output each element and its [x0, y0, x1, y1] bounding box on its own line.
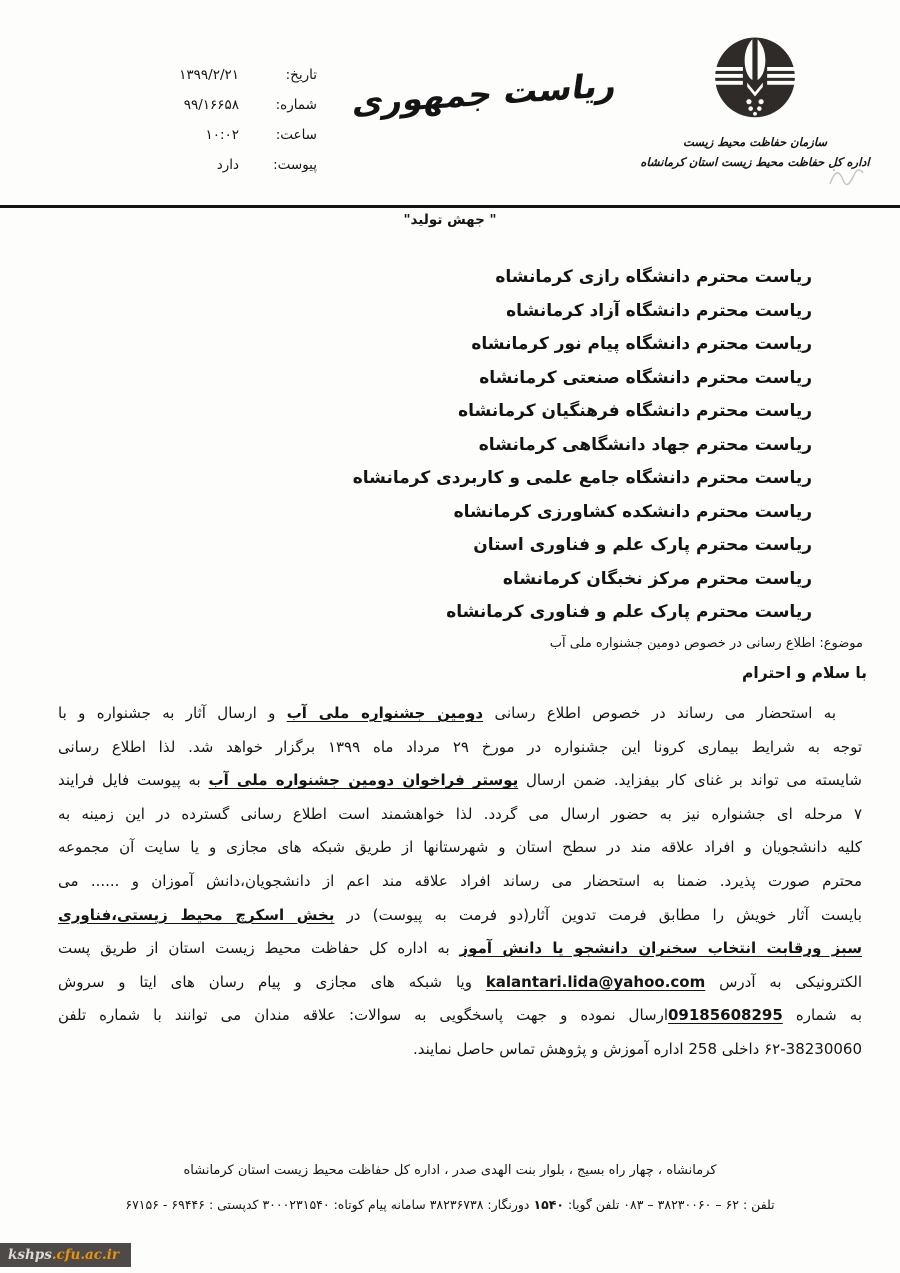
text-segment: دومین جشنواره ملی آب [286, 704, 484, 722]
body-line [58, 1033, 862, 1067]
subject-line: موضوع: اطلاع رسانی در خصوص دومین جشنواره ملی آب [549, 636, 863, 651]
text-segment: شایسته می تواند بر غنای کار بیفزاید. ضمن ارسال [518, 771, 862, 790]
text-segment: سبز ورقابت انتخاب سخنران دانشجو یا دانش آموز [459, 939, 862, 958]
site-watermark [0, 1243, 131, 1267]
recipient-line: ریاست محترم دانشگاه پیام نور کرمانشاه [471, 334, 812, 354]
date-value: ۱۳۹۹/۲/۲۱ [179, 67, 239, 83]
text-segment: ۶۲-38230060 داخلی 258 اداره آموزش و پژوهش تماس حاصل نمایند. [412, 1039, 862, 1058]
watermark-suffix: .cfu.ac.ir [51, 1247, 119, 1263]
recipient-line: ریاست محترم دانشگاه فرهنگیان کرمانشاه [458, 401, 812, 421]
salutation: با سلام و احترام [742, 664, 867, 682]
recipient-line: ریاست محترم جهاد دانشگاهی کرمانشاه [478, 434, 812, 455]
text-segment: ارسال نموده و جهت پاسخگویی به سوالات: علاقه مندان می توانند با شماره تلفن [58, 1006, 668, 1025]
text-segment: به شماره [782, 1006, 862, 1025]
text-segment: و ارسال آثار به جشنواره و با [58, 704, 287, 722]
text-segment: تلفن : ۶۲ – ۳۸۲۳۰۰۶۰ – ۰۸۳ تلفن گویا: [564, 1197, 775, 1212]
environment-organization-emblem-icon [703, 28, 807, 132]
time-label: ساعت: [275, 127, 317, 143]
footer-address: کرمانشاه ، چهار راه بسیج ، بلوار بنت الهدی صدر ، اداره کل حفاظت محیط زیست استان کرمانشاه [183, 1163, 717, 1178]
text-segment: ۷ مرحله ای جشنواره نیز به حضور ارسال می گردد. لذا خواهشمند است اطلاع رسانی گسترده در این زمینه به [58, 804, 862, 823]
recipients-list [40, 261, 812, 630]
body-line [58, 865, 862, 899]
footer-contact [0, 1197, 900, 1212]
date-label: تاریخ: [285, 67, 317, 83]
body-line [58, 966, 862, 1000]
attachment-label: پیوست: [273, 157, 317, 173]
body-line [58, 932, 862, 966]
text-segment: kalantari.lida@yahoo.com [485, 972, 706, 991]
meta-number-row [92, 90, 317, 120]
text-segment: کلیه دانشجویان و افراد علاقه مند در سطح استان و شهرستانها از طریق شبکه های مجازی و یا سایت آن مجموعه [58, 838, 862, 857]
recipient-line: ریاست محترم دانشگاه رازی کرمانشاه [495, 267, 812, 287]
recipient-line: ریاست محترم پارک علم و فناوری استان [473, 535, 812, 555]
text-segment: ویا شبکه های مجازی و پیام رسان های ایتا و سروش [58, 972, 486, 991]
body-line [58, 999, 862, 1033]
text-segment: پوستر فراخوان دومین جشنواره ملی آب [208, 771, 519, 790]
recipient-line: ریاست محترم دانشگاه صنعتی کرمانشاه [479, 367, 812, 388]
watermark-prefix: kshps [8, 1247, 52, 1263]
body-line [58, 798, 862, 832]
body-line [58, 764, 862, 798]
meta-date-row [92, 60, 317, 90]
letter-body [58, 697, 862, 1067]
recipient-line: ریاست محترم دانشگاه جامع علمی و کاربردی کرمانشاه [352, 468, 812, 488]
meta-attachment-row [92, 150, 317, 180]
attachment-value: دارد [216, 157, 239, 173]
number-label: شماره: [275, 97, 317, 113]
recipient-line: ریاست محترم مرکز نخبگان کرمانشاه [502, 568, 812, 589]
text-segment: بایست آثار خویش را مطابق فرمت تدوین آثار(دو فرمت به پیوست) در [334, 905, 862, 924]
presidency-calligraphy-title: ریاست جمهوری [350, 64, 620, 123]
text-segment: 09185608295 [668, 1006, 783, 1025]
meta-time-row [92, 120, 317, 150]
year-slogan: " جهش تولید" [403, 212, 497, 228]
recipient-line: ریاست محترم دانشگاه آزاد کرمانشاه [506, 300, 812, 321]
body-line [58, 899, 862, 933]
recipient-line: ریاست محترم پارک علم و فناوری کرمانشاه [446, 602, 812, 622]
body-line [58, 831, 862, 865]
text-segment: الکترونیکی به آدرس [705, 972, 862, 991]
header-divider [0, 205, 900, 208]
number-value: ۹۹/۱۶۶۵۸ [183, 97, 239, 113]
time-value: ۱۰:۰۲ [205, 127, 239, 143]
org-name: سازمان حفاظت محیط زیست [683, 135, 827, 149]
body-line [58, 731, 862, 765]
body-line [58, 697, 862, 731]
text-segment: به اداره کل حفاظت محیط زیست استان از طریق پست [58, 939, 460, 958]
document-meta [92, 60, 317, 180]
text-segment: به پیوست فایل فرایند [58, 771, 209, 790]
recipient-line: ریاست محترم دانشکده کشاورزی کرمانشاه [453, 501, 812, 522]
text-segment: دورنگار: ۳۸۲۳۶۷۳۸ سامانه پیام کوتاه: ۳۰۰۰۲۳۱۵۴۰ کدپستی : ۶۹۴۴۶ - ۶۷۱۵۶ [125, 1197, 534, 1212]
text-segment: بخش اسکرچ محیط زیستی،فناوری [58, 905, 335, 924]
text-segment: به استحضار می رساند در خصوص اطلاع رسانی [483, 704, 836, 722]
text-segment: توجه به شرایط بیماری کرونا این جشنواره در مورخ ۲۹ مرداد ماه ۱۳۹۹ برگزار خواهد شد. لذا اطلاع رسانی [58, 737, 862, 756]
text-segment: ۱۵۴۰ [533, 1197, 564, 1212]
handwritten-mark [822, 150, 882, 198]
org-department: اداره کل حفاظت محیط زیست استان کرمانشاه [640, 155, 870, 169]
text-segment: محترم صورت پذیرد. ضمنا به استحضار می رساند افراد علاقه مند اعم از دانشجویان،دانش آموزان و ...... می [58, 871, 862, 890]
